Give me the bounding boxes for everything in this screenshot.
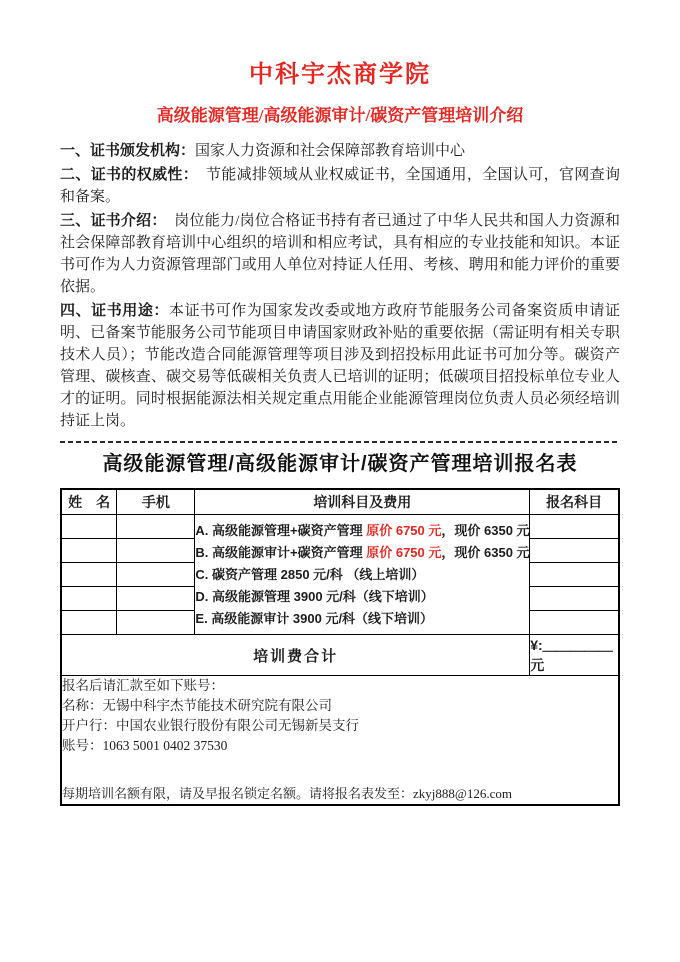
name-input-cell[interactable] — [61, 587, 117, 611]
column-header-name: 姓 名 — [61, 489, 117, 515]
phone-input-cell[interactable] — [117, 539, 195, 563]
phone-input-cell[interactable] — [117, 587, 195, 611]
registration-form-title: 高级能源管理/高级能源审计/碳资产管理培训报名表 — [102, 453, 578, 475]
subject-input-cell[interactable] — [530, 539, 619, 563]
payment-row — [61, 676, 619, 806]
current-price: ，现价 6350 元 — [441, 522, 530, 538]
phone-input-cell[interactable] — [117, 563, 195, 587]
bank-branch: 开户行：中国农业银行股份有限公司无锡新吴支行 — [62, 718, 359, 733]
course-text: A. 高级能源管理+碳资产管理 — [195, 522, 367, 538]
subject-input-cell[interactable] — [530, 515, 619, 539]
course-option-d — [195, 586, 529, 608]
phone-input-cell[interactable] — [117, 611, 195, 635]
name-input-cell[interactable] — [61, 515, 117, 539]
payment-info-cell — [61, 676, 619, 806]
intro-label: 四、证书用途： — [60, 303, 169, 319]
intro-paragraph-issuer — [60, 140, 620, 162]
certificate-intro — [60, 140, 620, 432]
intro-paragraph-usage — [60, 300, 620, 432]
intro-text: 节能减排领域从业权威证书，全国通用，全国认可，官网查询和备案。 — [60, 167, 620, 205]
course-option-b — [195, 542, 529, 564]
original-price: 原价 6750 元 — [366, 544, 442, 560]
intro-paragraph-authority — [60, 164, 620, 208]
note-text: 每期培训名额有限，请及早报名锁定名额。请将报名表发至： — [62, 786, 414, 801]
total-fee-label: 培训费合计 — [61, 635, 530, 676]
course-text: E. 高级能源审计 3900 元/科（线下培训） — [195, 610, 434, 626]
intro-text: 岗位能力/岗位合格证书持有者已通过了中华人民共和国人力资源和社会保障部教育培训中心组织的培训和相应考试，具有相应的专业技能和知识。本证书可作为人力资源管理部门或用人单位对持证人任用、考核、聘用和能力评价的重要依据。 — [60, 213, 620, 295]
subject-input-cell[interactable] — [530, 587, 619, 611]
course-text: D. 高级能源管理 3900 元/科（线下培训） — [195, 588, 434, 604]
course-option-c — [195, 564, 529, 586]
payee-name: 名称：无锡中科宇杰节能技术研究院有限公司 — [62, 698, 332, 713]
course-text: C. 碳资产管理 2850 元/科 （线上培训） — [195, 566, 425, 582]
contact-email: zkyj888@126.com — [413, 786, 513, 801]
dashed-divider — [60, 441, 620, 443]
original-price: 原价 6750 元 — [366, 522, 442, 538]
course-text: B. 高级能源审计+碳资产管理 — [195, 544, 367, 560]
total-row — [61, 635, 619, 676]
enrollment-note — [62, 784, 618, 804]
intro-text: 国家人力资源和社会保障部教育培训中心 — [195, 143, 466, 159]
total-amount-input-cell[interactable]: ¥:＿＿＿＿＿元 — [530, 635, 619, 676]
page-title: 中科宇杰商学院 — [249, 62, 431, 88]
table-row — [61, 515, 619, 539]
subject-input-cell[interactable] — [530, 563, 619, 587]
column-header-enrolled-subject: 报名科目 — [530, 489, 619, 515]
name-input-cell[interactable] — [61, 563, 117, 587]
intro-label: 三、证书介绍： — [60, 213, 160, 229]
course-option-a — [195, 520, 529, 542]
intro-label: 二、证书的权威性： — [60, 167, 191, 183]
current-price: ，现价 6350 元 — [441, 544, 530, 560]
registration-table — [60, 488, 620, 806]
course-option-e — [195, 608, 529, 630]
table-header-row — [61, 489, 619, 515]
payment-instruction: 报名后请汇款至如下账号： — [62, 678, 224, 693]
intro-paragraph-description — [60, 210, 620, 298]
intro-label: 一、证书颁发机构： — [60, 143, 196, 159]
column-header-phone: 手机 — [117, 489, 195, 515]
subject-input-cell[interactable] — [530, 611, 619, 635]
phone-input-cell[interactable] — [117, 515, 195, 539]
name-input-cell[interactable] — [61, 611, 117, 635]
account-number: 账号：1063 5001 0402 37530 — [62, 738, 228, 753]
intro-text: 本证书可作为国家发改委或地方政府节能服务公司备案资质申请证明、已备案节能服务公司节能项目申请国家财政补贴的重要依据（需证明有相关专职技术人员）；节能改造合同能源管理等项目涉及到招投标用此证书可加分等。碳资产管理、碳核查、碳交易等低碳相关负责人已培训的证明；低碳项目招投标单位专业人才的证明。同时根据能源法相关规定重点用能企业能源管理岗位负责人员必须经培训持证上岗。 — [60, 303, 620, 429]
column-header-courses-fees: 培训科目及费用 — [195, 489, 530, 515]
page-subtitle: 高级能源管理/高级能源审计/碳资产管理培训介绍 — [156, 106, 524, 125]
name-input-cell[interactable] — [61, 539, 117, 563]
course-fee-cell — [195, 515, 530, 635]
